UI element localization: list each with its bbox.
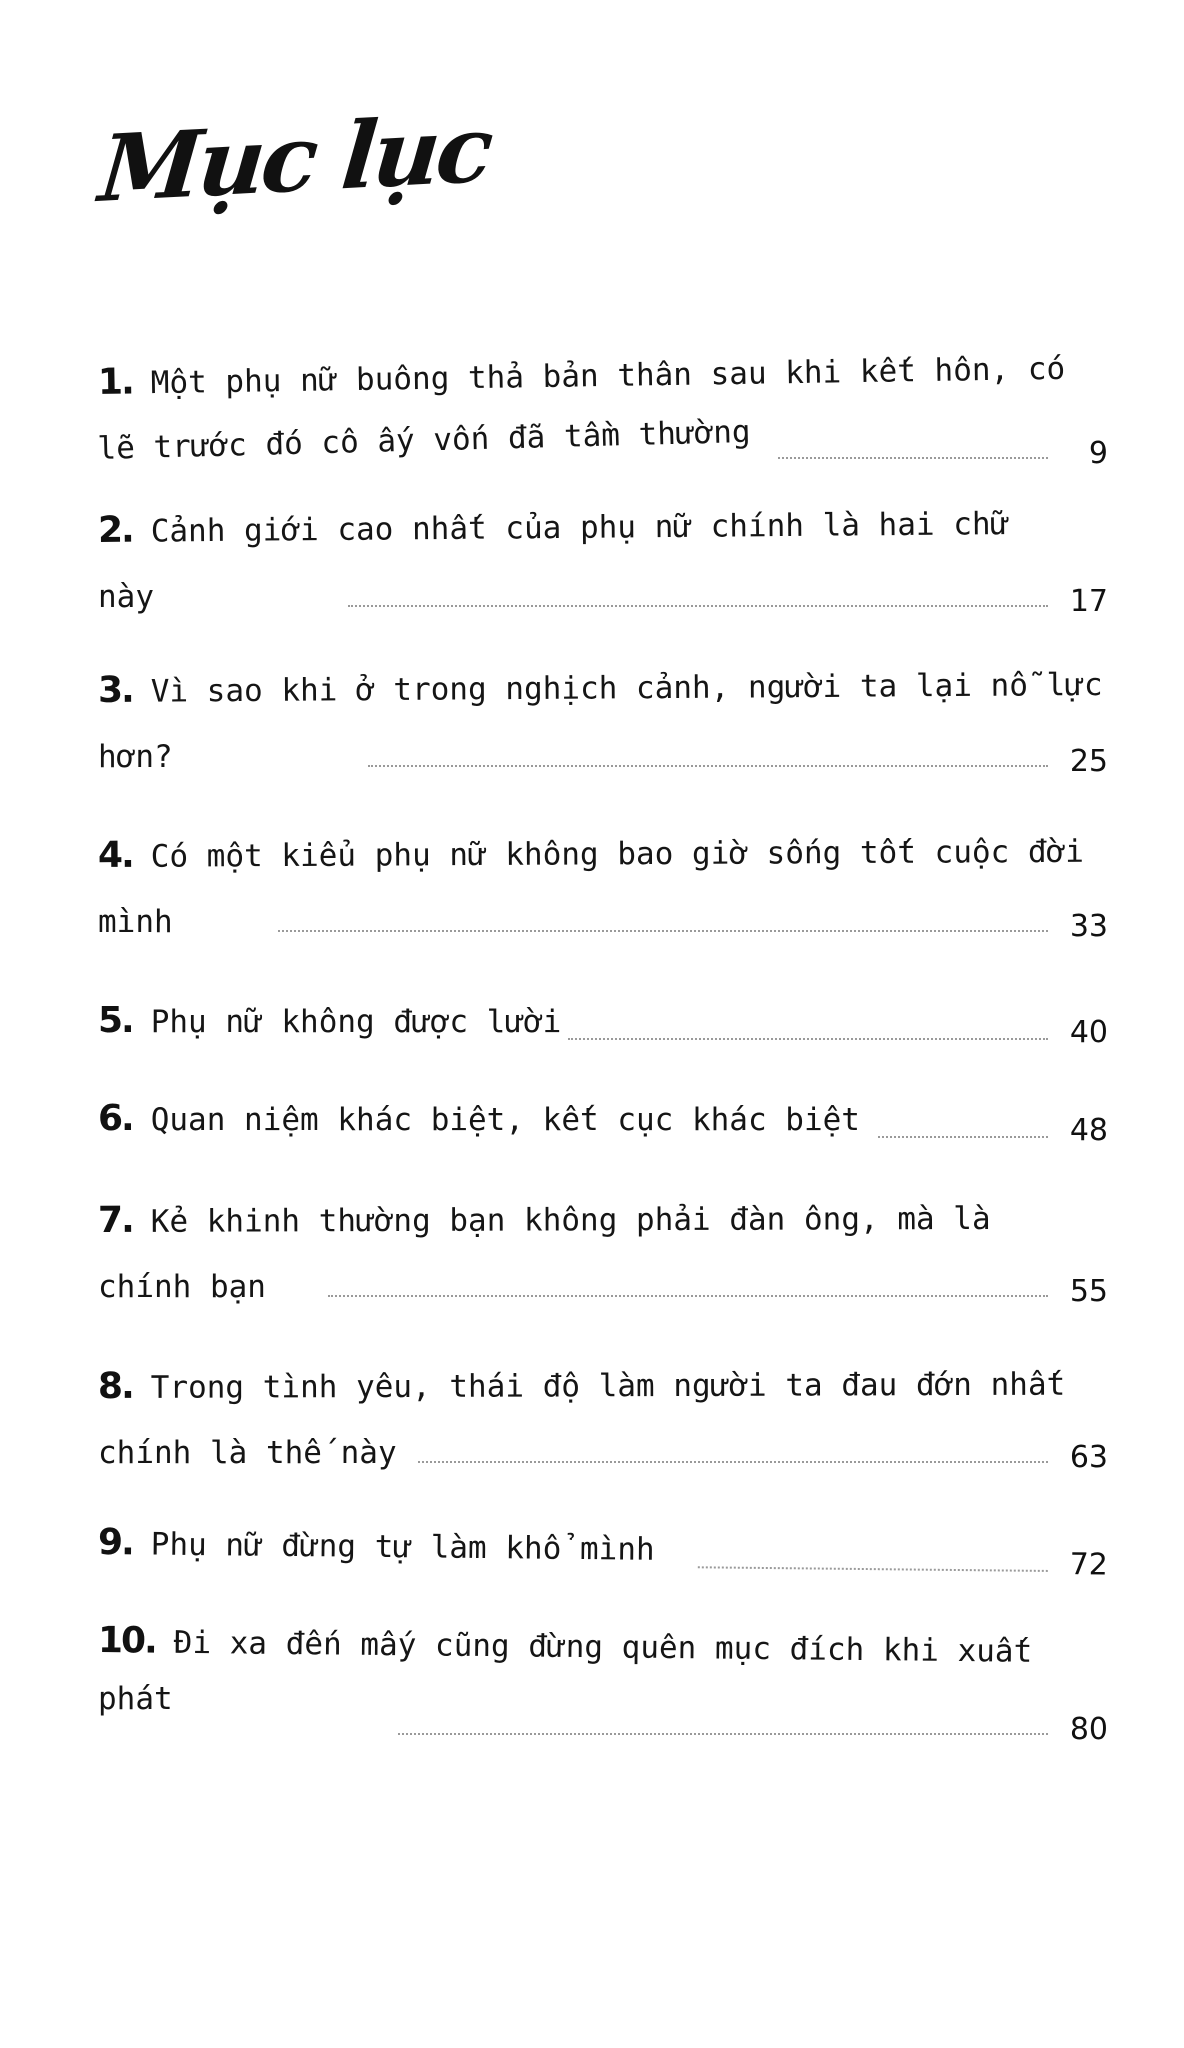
dot-leader (348, 605, 1048, 607)
toc-entry-title: Vì sao khi ở trong nghịch cảnh, người ta lại nỗ lực (150, 666, 1103, 710)
dot-leader (368, 765, 1048, 767)
toc-entry-title: Quan niệm khác biệt, kết cục khác biệt (150, 1102, 860, 1138)
page-title: Mục lục (95, 94, 494, 223)
toc-entry-title: Kẻ khinh thường bạn không phải đàn ông, mà là (150, 1200, 991, 1240)
toc-page-number: 80 (1069, 1712, 1108, 1747)
dot-leader (278, 930, 1048, 932)
toc-entry-title: Có một kiểu phụ nữ không bao giờ sống tốt cuộc đời (150, 833, 1085, 875)
toc-entry-number: 1. (97, 361, 134, 403)
dot-leader (698, 1566, 1048, 1572)
toc-entry-line (98, 1522, 1108, 1583)
toc-entry-number: 10. (97, 1620, 156, 1662)
dot-leader (398, 1733, 1048, 1735)
toc-entry (97, 833, 1108, 944)
toc-page-number: 72 (1069, 1547, 1109, 1583)
toc-entry (97, 1522, 1109, 1583)
toc-entry-title-cont: này (98, 579, 154, 615)
toc-entry-number: 7. (97, 1199, 133, 1241)
toc-entry-title: Cảnh giới cao nhất của phụ nữ chính là hai chữ (150, 506, 1010, 550)
dot-leader (878, 1136, 1048, 1138)
toc-entry-line (98, 346, 1109, 403)
toc-entry-line (98, 1362, 1108, 1407)
toc-entry-title-cont: lẽ trước đó cô ấy vốn đã tầm thường (97, 413, 752, 467)
toc-entry-title: Phụ nữ không được lười (150, 1004, 562, 1040)
toc-page-number: 9 (1088, 436, 1108, 471)
dot-leader (778, 457, 1048, 459)
toc-entry-title-cont: chính là thế này (98, 1435, 397, 1471)
toc-entry-title-cont: mình (98, 904, 173, 940)
toc-entry-line (98, 894, 1108, 944)
toc-entry-title: Phụ nữ đừng tự làm khổ mình (150, 1526, 655, 1568)
toc-entry-line (98, 663, 1108, 711)
toc-entry (97, 1199, 1108, 1309)
toc-page-number: 17 (1069, 584, 1108, 619)
toc-entry-title: Một phụ nữ buông thả bản thân sau khi kết hôn, có (150, 350, 1066, 402)
toc-entry-line (98, 830, 1108, 876)
toc-entry-line (98, 1425, 1108, 1475)
toc-entry-number: 9. (97, 1522, 133, 1564)
dot-leader (568, 1038, 1048, 1040)
toc-entry-line (98, 501, 1108, 551)
toc-entry-line (98, 569, 1108, 619)
toc-entry-line (98, 1098, 1108, 1148)
toc-entry-line (98, 1196, 1108, 1241)
toc-page-number: 55 (1069, 1274, 1108, 1309)
toc-entry-number: 4. (97, 834, 133, 876)
toc-entry (97, 1365, 1108, 1475)
toc-entry-line (97, 413, 1108, 471)
dot-leader (418, 1461, 1048, 1463)
toc-entry-title: Đi xa đến mấy cũng đừng quên mục đích khi xuất (173, 1624, 1033, 1670)
toc-entry-number: 6. (98, 1098, 133, 1139)
dot-leader (328, 1295, 1048, 1297)
toc-page-number: 33 (1069, 909, 1108, 944)
toc-entry-title-cont: phát (98, 1681, 173, 1717)
toc-page-number: 48 (1069, 1113, 1108, 1148)
toc-entry (97, 350, 1108, 471)
toc-entry-line (98, 1679, 1108, 1747)
toc-entry-number: 8. (97, 1365, 133, 1407)
toc-entry-title-cont: chính bạn (98, 1269, 266, 1305)
toc-entry-line (98, 1620, 1108, 1672)
toc-page-number: 63 (1069, 1440, 1108, 1475)
toc-entry-number: 2. (97, 509, 133, 551)
toc-entry-number: 5. (98, 1000, 133, 1041)
toc-page-number: 25 (1069, 744, 1108, 779)
toc-entry (97, 1620, 1108, 1747)
toc-entry-title: Trong tình yêu, thái độ làm người ta đau đớn nhất (150, 1366, 1066, 1406)
toc-entry-line (98, 729, 1108, 779)
toc-entry-number: 3. (97, 669, 133, 711)
toc-entry (98, 1098, 1108, 1148)
toc-entry-line (98, 1259, 1108, 1309)
toc-entry-title-cont: hơn? (98, 739, 173, 775)
toc-entry (97, 666, 1108, 779)
toc-entry (97, 506, 1108, 619)
toc-entry (98, 1000, 1108, 1050)
toc-entry-line (98, 1000, 1108, 1050)
toc-page-number: 40 (1069, 1015, 1108, 1050)
